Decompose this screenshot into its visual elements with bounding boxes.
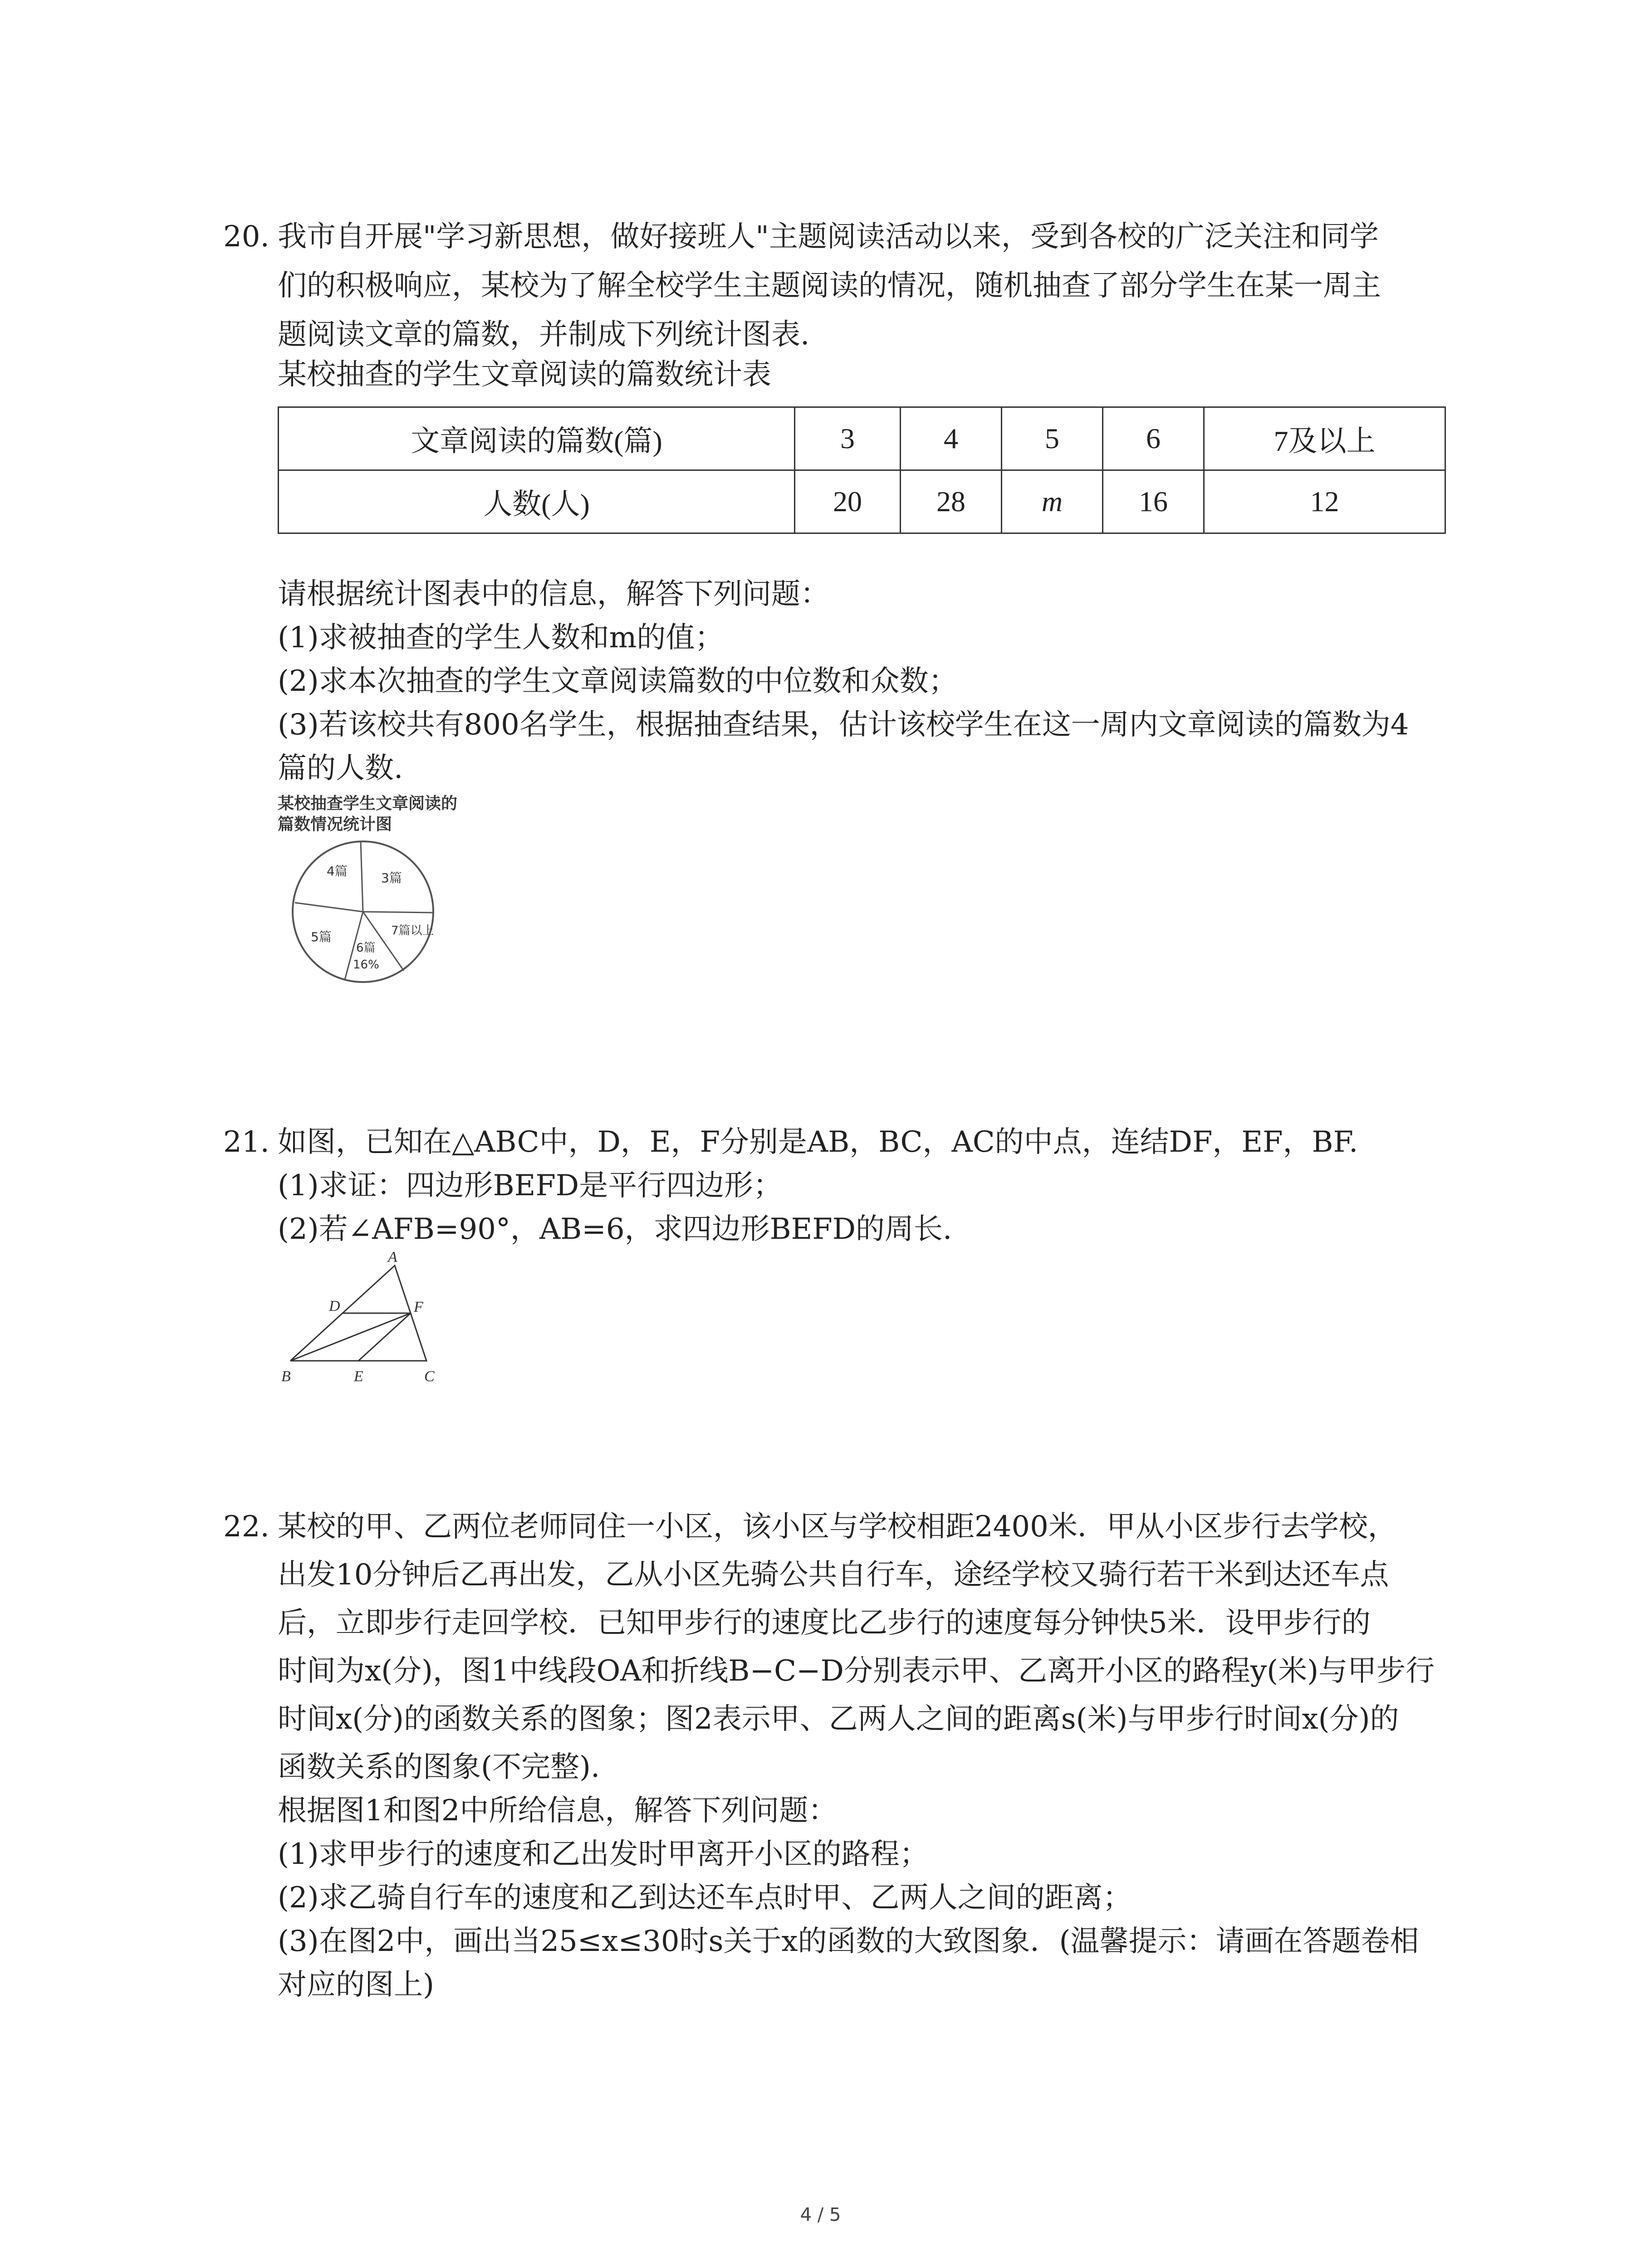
q22-line-4: 时间为x(分)，图1中线段OA和折线B−C−D分别表示甲、乙离开小区的路程y(米)与甲步行 (278, 1654, 1435, 1688)
q22-line-3: 后，立即步行走回学校．已知甲步行的速度比乙步行的速度每分钟快5米．设甲步行的 (278, 1606, 1371, 1640)
segment-ef (358, 1313, 411, 1361)
triangle-figure (272, 1252, 463, 1388)
q20-part-3b: 篇的人数. (278, 752, 403, 785)
table-cell: 4 (901, 407, 1002, 470)
pie-label-6: 6篇 (356, 941, 376, 955)
point-label-d: D (329, 1298, 340, 1315)
point-label-f: F (414, 1299, 423, 1315)
q22-part-3b: 对应的图上) (278, 1968, 434, 2002)
q22-number: 22. (223, 1510, 269, 1544)
pie-label-3: 3篇 (381, 870, 402, 885)
table-row (279, 470, 1445, 533)
table-cell: 3 (795, 407, 901, 470)
page-number: 4 / 5 (800, 2204, 841, 2225)
table-cell: 20 (795, 470, 901, 533)
point-label-c: C (424, 1368, 435, 1385)
pie-divider (295, 903, 363, 912)
table-cell: m (1002, 470, 1103, 533)
q21-line-2: (1)求证：四边形BEFD是平行四边形； (278, 1169, 783, 1202)
q22-part-1: (1)求甲步行的速度和乙出发时甲离开小区的路程； (278, 1838, 929, 1871)
segment-bf (290, 1313, 411, 1361)
q20-number: 20. (223, 220, 269, 254)
point-label-b: B (281, 1368, 291, 1385)
point-label-a: A (388, 1252, 397, 1266)
table-cell: 28 (901, 470, 1002, 533)
table-cell: 5 (1002, 407, 1103, 470)
pie-title-line-1: 某校抽查学生文章阅读的 (278, 794, 458, 813)
pie-label-4: 4篇 (327, 864, 348, 879)
q20-stat-table (278, 406, 1446, 534)
q22-line-5: 时间x(分)的函数关系的图象；图2表示甲、乙两人之间的距离s(米)与甲步行时间x(分)的 (278, 1702, 1399, 1736)
q21-line-3: (2)若∠AFB=90°，AB=6，求四边形BEFD的周长. (278, 1212, 952, 1246)
q20-part-1: (1)求被抽查的学生人数和m的值； (278, 621, 724, 655)
q20-table-caption: 某校抽查的学生文章阅读的篇数统计表 (278, 358, 771, 391)
pie-title-line-2: 篇数情况统计图 (278, 815, 392, 834)
table-cell: 16 (1103, 470, 1204, 533)
q22-line-7: 根据图1和图2中所给信息，解答下列问题： (278, 1794, 838, 1828)
table-cell: 7及以上 (1204, 407, 1445, 470)
pie-divider (363, 912, 433, 913)
point-label-e: E (354, 1368, 363, 1385)
q21-line-1: 如图，已知在△ABC中，D，E，F分别是AB，BC，AC的中点，连结DF，EF，BF. (278, 1125, 1358, 1159)
table-cell: 6 (1103, 407, 1204, 470)
table-cell: 12 (1204, 470, 1445, 533)
q22-line-6: 函数关系的图象(不完整). (278, 1750, 600, 1784)
pie-divider (361, 841, 363, 912)
q20-line-1: 我市自开展"学习新思想，做好接班人"主题阅读活动以来，受到各校的广泛关注和同学 (278, 220, 1379, 254)
table-cell: 人数(人) (279, 470, 795, 533)
q22-part-3a: (3)在图2中，画出当25≤x≤30时s关于x的函数的大致图象．(温馨提示：请画在答题卷相 (278, 1925, 1419, 1958)
pie-chart (290, 830, 463, 993)
q20-part-3a: (3)若该校共有800名学生，根据抽查结果，估计该校学生在这一周内文章阅读的篇数为4 (278, 708, 1409, 742)
q20-prompt: 请根据统计图表中的信息，解答下列问题： (278, 577, 829, 611)
table-cell: 文章阅读的篇数(篇) (279, 407, 795, 470)
q20-line-3: 题阅读文章的篇数，并制成下列统计图表. (278, 318, 810, 352)
q20-line-2: 们的积极响应，某校为了解全校学生主题阅读的情况，随机抽查了部分学生在某一周主 (278, 269, 1381, 303)
q20-part-2: (2)求本次抽查的学生文章阅读篇数的中位数和众数； (278, 665, 958, 698)
q21-number: 21. (223, 1125, 269, 1159)
pie-label-5: 5篇 (311, 929, 332, 944)
pie-label-6-pct: 16% (353, 958, 379, 972)
q22-line-1: 某校的甲、乙两位老师同住一小区，该小区与学校相距2400米．甲从小区步行去学校， (278, 1510, 1397, 1544)
q22-part-2: (2)求乙骑自行车的速度和乙到达还车点时甲、乙两人之间的距离； (278, 1881, 1132, 1915)
table-row (279, 407, 1445, 470)
pie-label-7: 7篇以上 (391, 924, 434, 938)
q22-line-2: 出发10分钟后乙再出发，乙从小区先骑公共自行车，途经学校又骑行若干米到达还车点 (278, 1558, 1389, 1592)
